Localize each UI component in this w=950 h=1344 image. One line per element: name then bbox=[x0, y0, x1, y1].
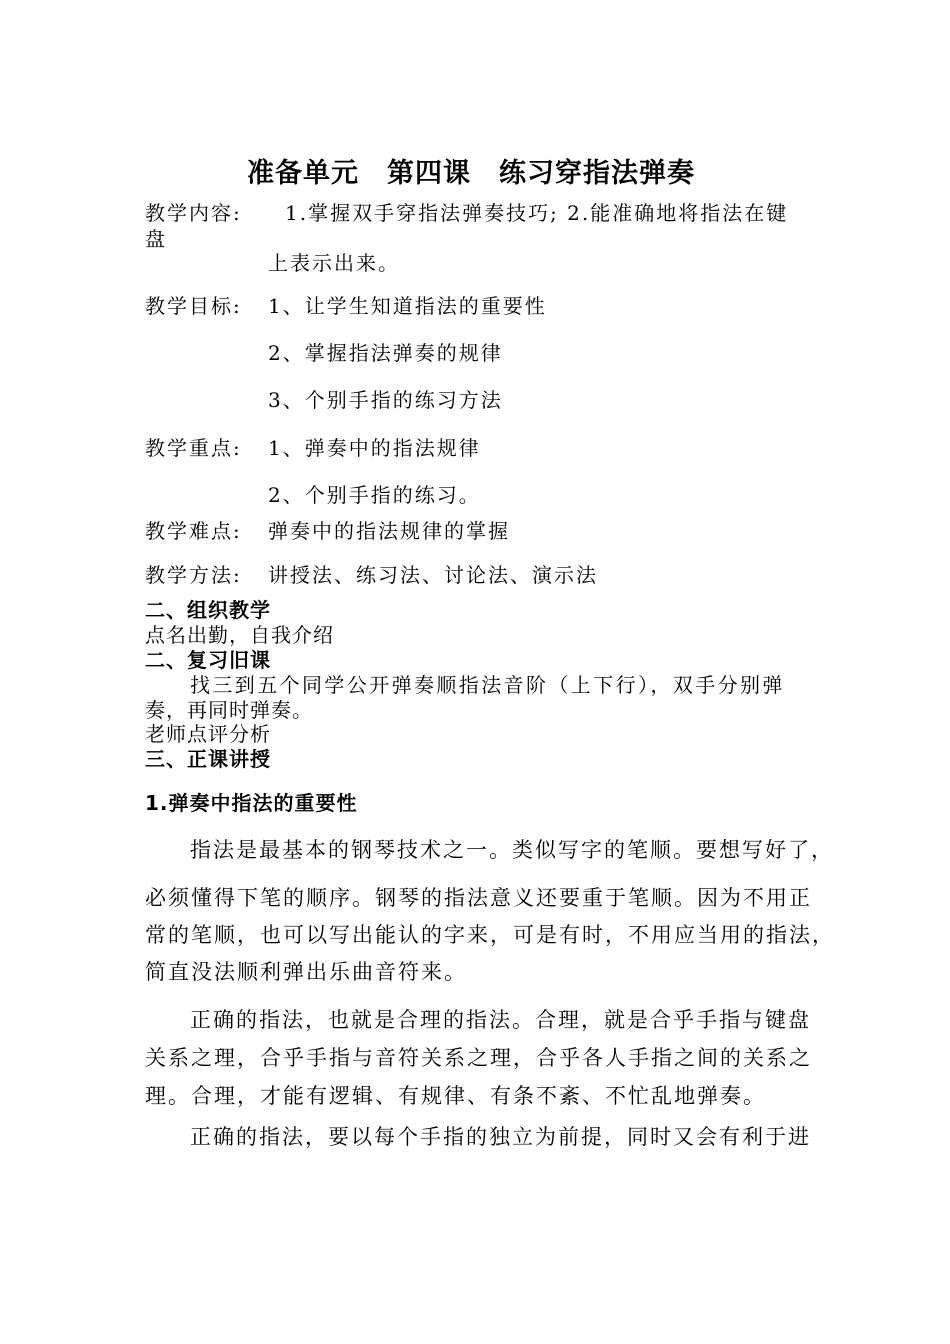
key-points-label: 教学重点: bbox=[145, 436, 242, 460]
page-title: 准备单元 第四课 练习穿指法弹奏 bbox=[247, 158, 695, 189]
difficulty-text: 弹奏中的指法规律的掌握 bbox=[268, 519, 510, 543]
content-label: 教学内容: bbox=[145, 201, 242, 225]
paragraph-line: 理。合理，才能有逻辑、有规律、有条不紊、不忙乱地弹奏。 bbox=[145, 1084, 766, 1108]
paragraph-line: 关系之理，合乎手指与音符关系之理，合乎各人手指之间的关系之 bbox=[145, 1046, 812, 1070]
method-label: 教学方法: bbox=[145, 563, 242, 587]
goal-item: 1、让学生知道指法的重要性 bbox=[268, 294, 547, 318]
content-line-2: 上表示出来。 bbox=[268, 251, 400, 275]
paragraph-line: 常的笔顺，也可以写出能认的字来，可是有时，不用应当用的指法， bbox=[145, 923, 835, 947]
key-point-item: 1、弹奏中的指法规律 bbox=[268, 436, 481, 460]
review-line: 找三到五个同学公开弹奏顺指法音阶（上下行），双手分别弹 bbox=[190, 673, 785, 697]
review-line: 奏，再同时弹奏。 bbox=[145, 698, 313, 722]
review-line: 老师点评分析 bbox=[145, 722, 271, 746]
method-text: 讲授法、练习法、讨论法、演示法 bbox=[268, 563, 598, 587]
content-wrap: 盘 bbox=[145, 227, 167, 251]
content-line-1: 1.掌握双手穿指法弹奏技巧; 2.能准确地将指法在键 bbox=[285, 201, 789, 225]
section-heading: 三、正课讲授 bbox=[145, 747, 271, 771]
section-heading: 二、组织教学 bbox=[145, 598, 271, 622]
section-text: 点名出勤，自我介绍 bbox=[145, 623, 334, 647]
paragraph-line: 必须懂得下笔的顺序。钢琴的指法意义还要重于笔顺。因为不用正 bbox=[145, 886, 812, 910]
paragraph-line: 简直没法顺利弹出乐曲音符来。 bbox=[145, 960, 467, 984]
goal-item: 2、掌握指法弹奏的规律 bbox=[268, 341, 503, 365]
paragraph-line: 指法是最基本的钢琴技术之一。类似写字的笔顺。要想写好了， bbox=[190, 838, 834, 862]
section-heading: 二、复习旧课 bbox=[145, 648, 271, 672]
paragraph-line: 正确的指法，也就是合理的指法。合理，就是合乎手指与键盘 bbox=[190, 1008, 811, 1032]
subsection-heading: 1.弹奏中指法的重要性 bbox=[145, 791, 358, 815]
goal-item: 3、个别手指的练习方法 bbox=[268, 388, 503, 412]
goals-label: 教学目标: bbox=[145, 294, 242, 318]
key-point-item: 2、个别手指的练习。 bbox=[268, 483, 481, 507]
difficulty-label: 教学难点: bbox=[145, 519, 242, 543]
paragraph-line: 正确的指法，要以每个手指的独立为前提，同时又会有利于进 bbox=[190, 1125, 811, 1149]
